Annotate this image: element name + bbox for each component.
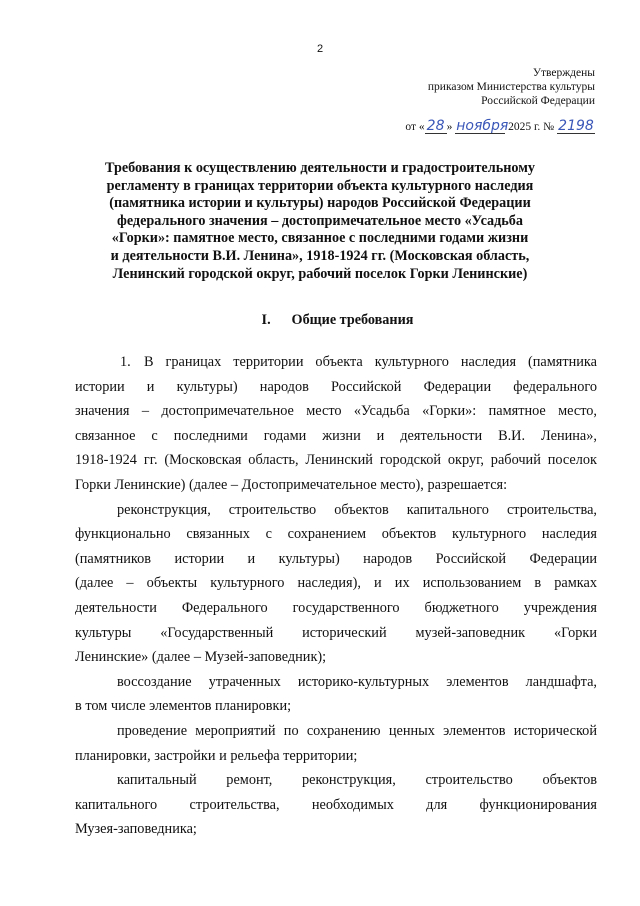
item-preservation-measures [75, 719, 597, 768]
item-line: деятельности Федерального государственного бюджетного учреждения [75, 599, 597, 616]
title-line: федерального значения – достопримечательное место «Усадьба [117, 212, 523, 229]
item-line: функционально связанных с сохранением объектов культурного наследия [75, 526, 597, 543]
item-line: воссоздание утраченных историко-культурных элементов ландшафта, [117, 673, 597, 690]
clause-line [75, 350, 597, 375]
item-line: капитального строительства, необходимых для функционирования [75, 796, 597, 813]
item-line: планировки, застройки и рельефа территории; [75, 747, 358, 764]
item-line: Ленинские» (далее – Музей-заповедник); [75, 649, 327, 666]
section-heading [0, 311, 640, 329]
clause-1 [75, 350, 597, 498]
approval-date-line [405, 119, 595, 134]
date-prefix: от « [405, 121, 425, 133]
handwritten-day: 28 [425, 119, 447, 134]
item-line: (далее – объекты культурного наследия), и их использованием в рамках [75, 575, 597, 592]
approval-line-ministry: Российской Федерации [481, 95, 595, 107]
title-line: (памятника истории и культуры) народов Российской Федерации [109, 195, 531, 212]
item-line: Музея-заповедника; [75, 821, 197, 838]
item-line: капитальный ремонт, реконструкция, строительство объектов [117, 772, 597, 789]
date-year: 2025 г. № [508, 121, 555, 133]
section-title: Общие требования [291, 312, 414, 328]
title-line: Ленинский городской округ, рабочий поселок Горки Ленинские) [112, 265, 528, 282]
title-line: Требования к осуществлению деятельности и градостроительному [105, 160, 535, 176]
page-number: 2 [316, 43, 324, 55]
body-text [75, 350, 597, 842]
clause-number: 1. [120, 354, 131, 370]
clause-line-text: В границах территории объекта культурного наследия (памятника [144, 354, 597, 370]
item-reconstruction [75, 498, 597, 670]
item-line: (памятников истории и культуры) народов Российской Федерации [75, 550, 597, 567]
item-capital-repair [75, 768, 597, 842]
item-landscape-restoration [75, 670, 597, 719]
item-line: культуры «Государственный исторический музей-заповедник «Горки [75, 624, 597, 641]
title-line: регламенту в границах территории объекта культурного наследия [106, 177, 534, 194]
clause-line: 1918-1924 гг. (Московская область, Ленинский городской округ, рабочий поселок [75, 452, 597, 469]
title-line: «Горки»: памятное место, связанное с последними годами жизни [111, 230, 529, 247]
section-number: I. [261, 312, 271, 328]
clause-line: связанное с последними годами жизни и деятельности В.И. Ленина», [75, 427, 597, 444]
clause-line: Горки Ленинские) (далее – Достопримечательное место), разрешается: [75, 476, 508, 493]
approval-line-approved: Утверждены [532, 67, 595, 79]
handwritten-month: ноября [456, 118, 509, 134]
clause-line: значения – достопримечательное место «Усадьба «Горки»: памятное место, [75, 403, 597, 420]
handwritten-order-number: 2198 [558, 118, 594, 134]
item-line: реконструкция, строительство объектов капитального строительства, [117, 501, 597, 518]
approval-block [405, 66, 595, 134]
document-title [85, 160, 555, 283]
clause-line: истории и культуры) народов Российской Федерации федерального [75, 378, 597, 395]
title-line: и деятельности В.И. Ленина», 1918-1924 гг. (Московская область, [110, 247, 530, 264]
item-line: в том числе элементов планировки; [75, 698, 292, 715]
date-mid: » [446, 121, 453, 133]
item-line: проведение мероприятий по сохранению ценных элементов исторической [117, 722, 597, 739]
approval-line-order: приказом Министерства культуры [427, 81, 595, 93]
